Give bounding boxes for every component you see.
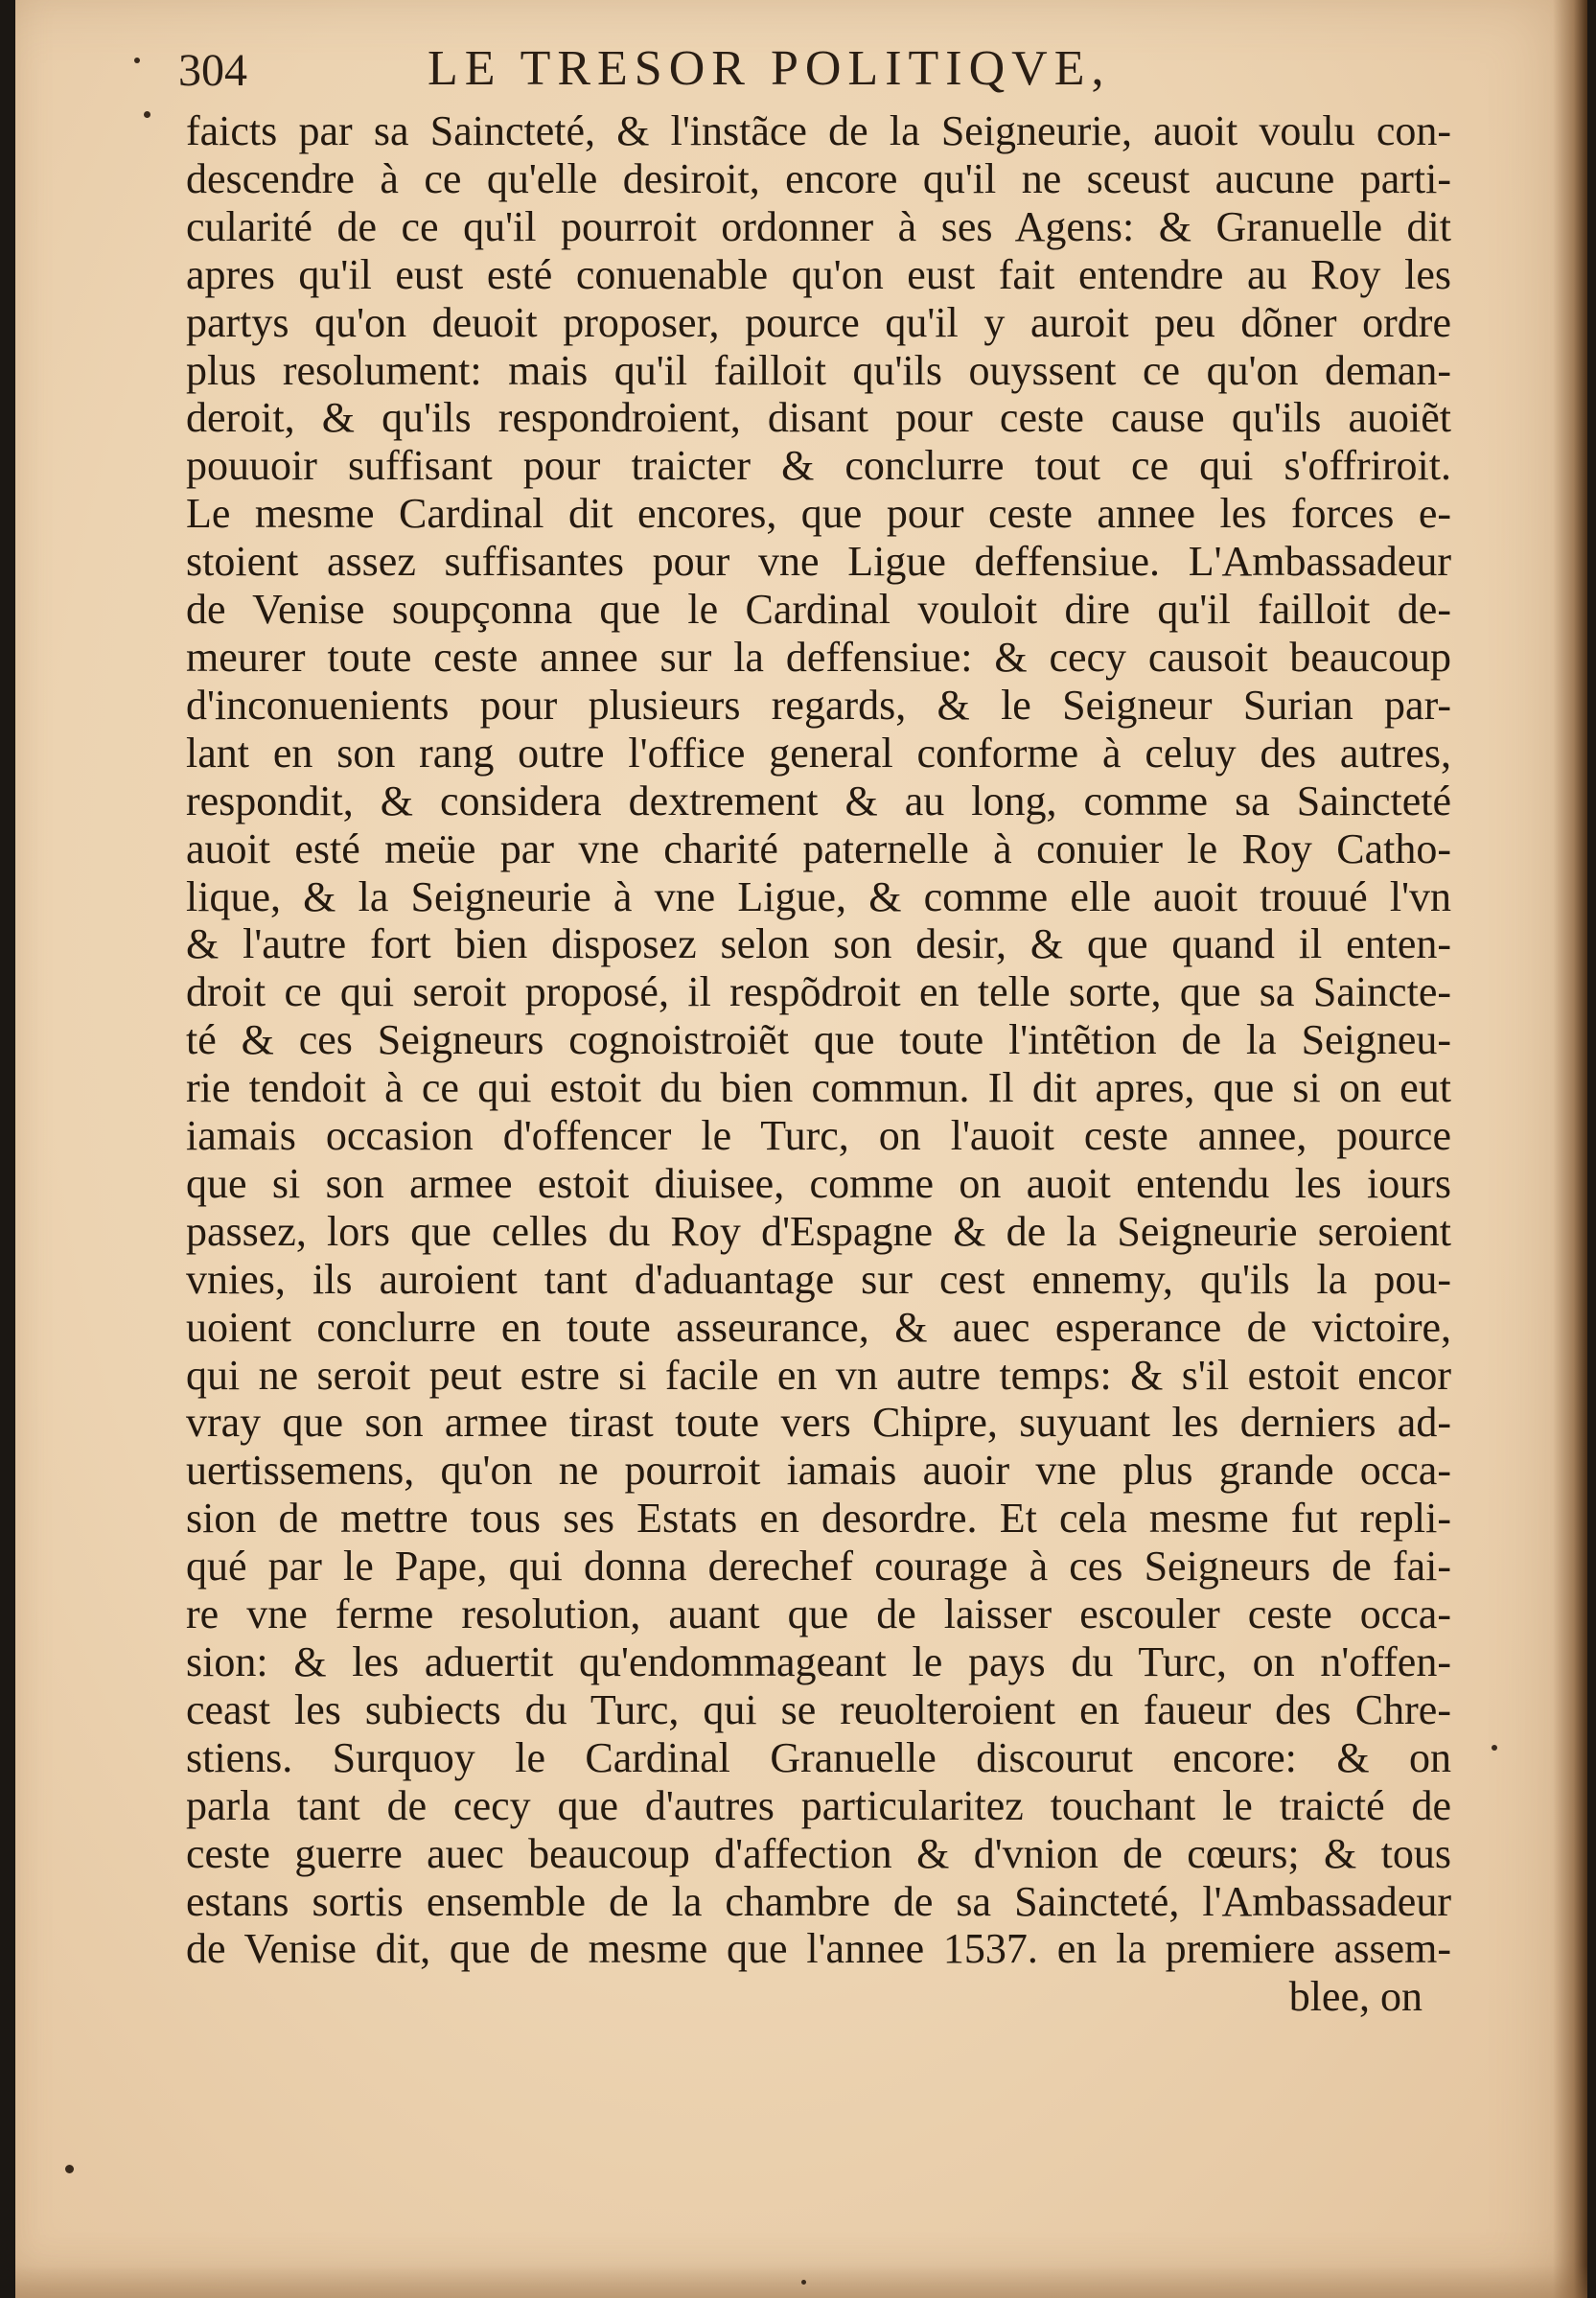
text-line: d'inconuenients pour plusieurs regards, & le Seigneur Surian par-	[186, 681, 1451, 729]
ink-speck	[134, 58, 140, 63]
text-line: vnies, ils auroient tant d'aduantage sur cest ennemy, qu'ils la pou-	[186, 1255, 1451, 1303]
text-line: lique, & la Seigneurie à vne Ligue, & comme elle auoit trouué l'vn	[186, 872, 1451, 920]
page-number: 304	[178, 45, 247, 96]
text-line: stiens. Surquoy le Cardinal Granuelle discourut encore: & on	[186, 1733, 1451, 1781]
text-line: apres qu'il eust esté conuenable qu'on eust fait entendre au Roy les	[186, 250, 1451, 298]
page-header	[178, 33, 1309, 109]
text-line: meurer toute ceste annee sur la deffensiue: & cecy causoit beaucoup	[186, 633, 1451, 681]
book-page	[15, 0, 1587, 2298]
text-line: descendre à ce qu'elle desiroit, encore qu'il ne sceust aucune parti-	[186, 154, 1451, 202]
text-line: sion de mettre tous ses Estats en desordre. Et cela mesme fut repli-	[186, 1495, 1451, 1543]
text-line: uertissemens, qu'on ne pourroit iamais auoir vne plus grande occa-	[186, 1447, 1451, 1495]
text-line: droit ce qui seroit proposé, il respõdroit en telle sorte, que sa Saincte-	[186, 968, 1451, 1016]
ink-speck	[144, 111, 150, 118]
text-line: cularité de ce qu'il pourroit ordonner à ses Agens: & Granuelle dit	[186, 202, 1451, 250]
text-line: ceast les subiects du Turc, qui se reuolteroient en faueur des Chre-	[186, 1685, 1451, 1733]
running-title: LE TRESOR POLITIQVE,	[428, 41, 1111, 96]
text-line: parla tant de cecy que d'autres particularitez touchant le traicté de	[186, 1781, 1451, 1829]
text-line: qui ne seroit peut estre si facile en vn autre temps: & s'il estoit encor	[186, 1351, 1451, 1399]
text-line: deroit, & qu'ils respondroient, disant pour ceste cause qu'ils auoiẽt	[186, 394, 1451, 442]
text-line: Le mesme Cardinal dit encores, que pour ceste annee les forces e-	[186, 490, 1451, 538]
text-line: vray que son armee tirast toute vers Chipre, suyuant les derniers ad-	[186, 1399, 1451, 1447]
text-line: uoient conclurre en toute asseurance, & auec esperance de victoire,	[186, 1303, 1451, 1351]
text-line: pouuoir suffisant pour traicter & conclurre tout ce qui s'offriroit.	[186, 442, 1451, 490]
text-line: & l'autre fort bien disposez selon son desir, & que quand il enten-	[186, 920, 1451, 968]
text-line: faicts par sa Saincteté, & l'instãce de la Seigneurie, auoit voulu con-	[186, 107, 1451, 154]
ink-speck	[801, 2280, 806, 2285]
text-line: sion: & les aduertit qu'endommageant le pays du Turc, on n'offen-	[186, 1638, 1451, 1685]
text-line: lant en son rang outre l'office general conforme à celuy des autres,	[186, 729, 1451, 777]
page-edge-shadow	[1553, 0, 1587, 2298]
text-line: plus resolument: mais qu'il failloit qu'ils ouyssent ce qu'on deman-	[186, 346, 1451, 394]
text-line: rie tendoit à ce qui estoit du bien commun. Il dit apres, que si on eut	[186, 1064, 1451, 1112]
text-line: partys qu'on deuoit proposer, pource qu'il y auroit peu dõner ordre	[186, 298, 1451, 346]
text-line: ceste guerre auec beaucoup d'affection & d'vnion de cœurs; & tous	[186, 1829, 1451, 1877]
text-line: respondit, & considera dextrement & au long, comme sa Saincteté	[186, 777, 1451, 824]
ink-speck	[1492, 1745, 1497, 1751]
text-line: qué par le Pape, qui donna derechef courage à ces Seigneurs de fai-	[186, 1543, 1451, 1590]
text-line: de Venise soupçonna que le Cardinal vouloit dire qu'il failloit de-	[186, 586, 1451, 634]
text-line: re vne ferme resolution, auant que de laisser escouler ceste occa-	[186, 1590, 1451, 1638]
text-line: passez, lors que celles du Roy d'Espagne & de la Seigneurie seroient	[186, 1207, 1451, 1255]
text-line: de Venise dit, que de mesme que l'annee 1537. en la premiere assem-	[186, 1925, 1451, 1973]
text-line: iamais occasion d'offencer le Turc, on l'auoit ceste annee, pource	[186, 1112, 1451, 1160]
text-line: estans sortis ensemble de la chambre de sa Saincteté, l'Ambassadeur	[186, 1877, 1451, 1925]
body-text	[186, 107, 1451, 2021]
ink-speck	[65, 2165, 74, 2173]
text-line: té & ces Seigneurs cognoistroiẽt que toute l'intẽtion de la Seigneu-	[186, 1016, 1451, 1064]
text-line: que si son armee estoit diuisee, comme on auoit entendu les iours	[186, 1159, 1451, 1207]
text-line: auoit esté meüe par vne charité paternelle à conuier le Roy Catho-	[186, 824, 1451, 872]
text-line: blee, on	[1288, 1973, 1423, 2021]
text-line: stoient assez suffisantes pour vne Ligue deffensiue. L'Ambassadeur	[186, 538, 1451, 586]
